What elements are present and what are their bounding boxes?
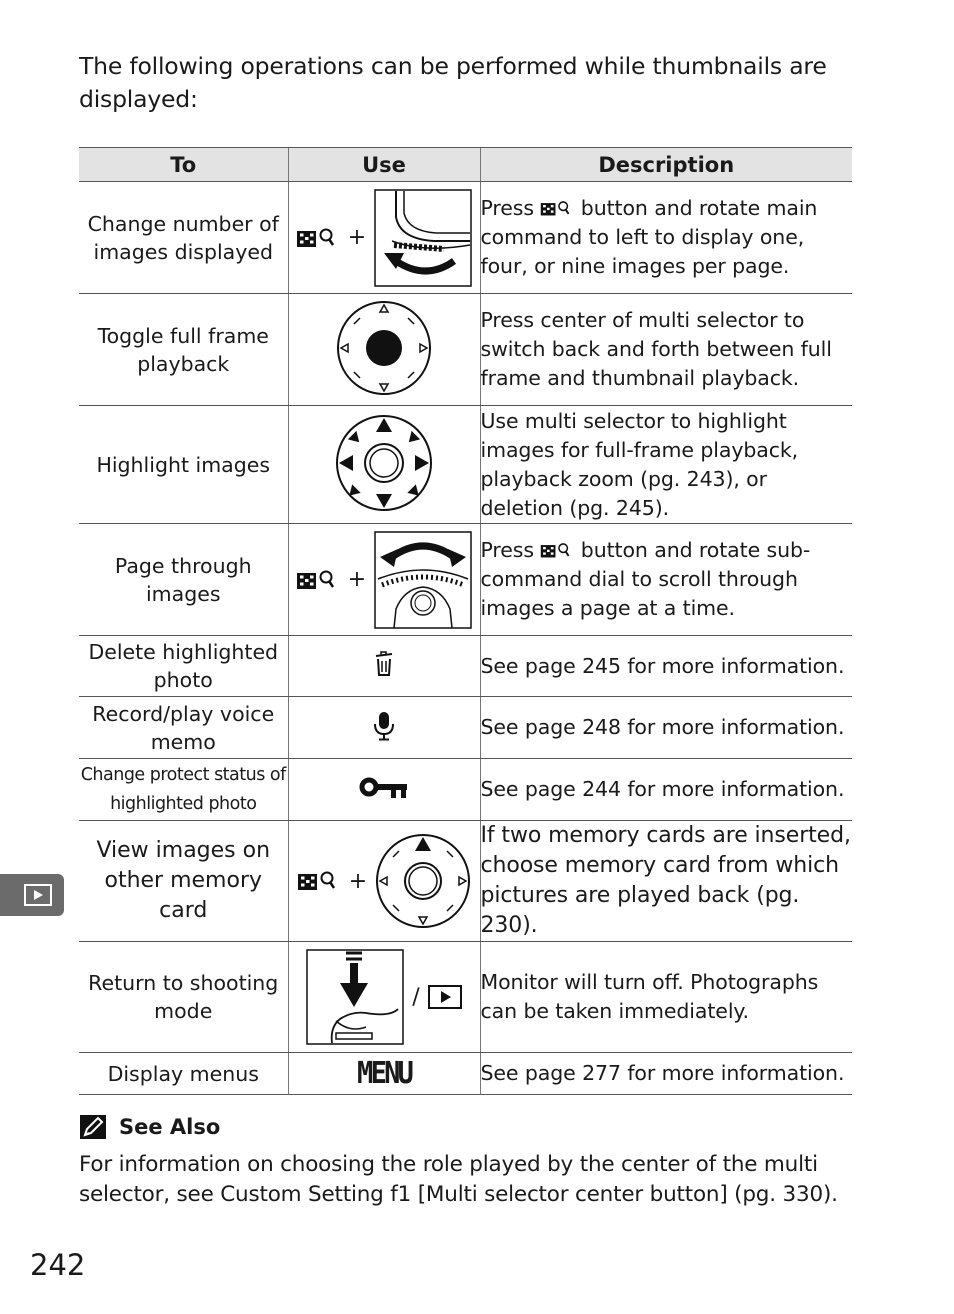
section-tab-marker: [0, 874, 64, 916]
thumbnail-zoom-out-icon: [296, 568, 340, 592]
header-use: Use: [288, 148, 480, 182]
thumbnail-zoom-out-icon: [297, 869, 341, 893]
pencil-icon: [79, 1114, 107, 1140]
row-description: See page 245 for more information.: [480, 636, 852, 697]
row-description: See page 248 for more information.: [480, 697, 852, 759]
multi-selector-icon: [375, 833, 471, 929]
intro-text: The following operations can be performed while thumbnails are displayed:: [79, 52, 827, 113]
key-icon: [359, 777, 409, 799]
thumbnail-zoom-out-icon: [296, 226, 340, 250]
thumbnail-zoom-out-icon: [540, 199, 574, 218]
table-row: [79, 636, 852, 697]
table-row: [79, 524, 852, 636]
table-row: [79, 759, 852, 821]
desc-prefix: Press: [480, 196, 534, 220]
row-use: [288, 524, 480, 636]
row-use: [288, 182, 480, 294]
row-to: Change protect status of highlighted photo: [79, 759, 288, 821]
sub-command-dial-icon: [374, 531, 472, 629]
row-description: See page 244 for more information.: [480, 759, 852, 821]
plus-sign: +: [347, 225, 367, 250]
thumbnail-zoom-out-icon: [540, 541, 574, 560]
desc-suffix: button and rotate sub-command dial to scroll through images a page at a time.: [480, 538, 811, 620]
row-use: [288, 1053, 480, 1095]
row-use: [288, 697, 480, 759]
row-to: Toggle full frame playback: [79, 294, 288, 406]
row-to: Change number of images displayed: [79, 182, 288, 294]
page-number: 242: [30, 1248, 86, 1282]
row-to: Return to shooting mode: [79, 942, 288, 1053]
row-use: [288, 636, 480, 697]
row-description: [480, 524, 852, 636]
table-row: [79, 406, 852, 524]
row-description: Press center of multi selector to switch back and forth between full frame and thumbnail playback.: [480, 294, 852, 406]
playback-icon: [24, 884, 52, 906]
see-also-body: For information on choosing the role played by the center of the multi selector, see Custom Setting f1 [Multi selector center button] (pg. 330).: [79, 1152, 838, 1207]
row-to: Record/play voice memo: [79, 697, 288, 759]
row-to: Delete highlighted photo: [79, 636, 288, 697]
table-row: [79, 821, 852, 942]
plus-sign: +: [347, 567, 367, 592]
row-use: [288, 759, 480, 821]
header-to: To: [79, 148, 288, 182]
row-use: [288, 942, 480, 1053]
row-description: [480, 182, 852, 294]
table-row: [79, 697, 852, 759]
row-description: If two memory cards are inserted, choose memory card from which pictures are played back (pg. 230).: [480, 821, 852, 942]
slash-separator: /: [412, 984, 420, 1010]
microphone-icon: [373, 711, 395, 741]
row-to: Display menus: [79, 1053, 288, 1095]
table-row: [79, 182, 852, 294]
row-description: Use multi selector to highlight images for full-frame playback, playback zoom (pg. 243), or deletion (pg. 245).: [480, 406, 852, 524]
row-description: Monitor will turn off. Photographs can be taken immediately.: [480, 942, 852, 1053]
playback-icon: [428, 985, 462, 1009]
menu-button-label: MENU: [356, 1056, 412, 1091]
row-use: [288, 294, 480, 406]
desc-prefix: Press: [480, 538, 534, 562]
table-row: [79, 294, 852, 406]
row-to: Page through images: [79, 524, 288, 636]
plus-sign: +: [348, 868, 368, 894]
see-also-heading: [79, 1114, 220, 1140]
row-description: See page 277 for more information.: [480, 1053, 852, 1095]
main-command-dial-icon: [374, 189, 472, 287]
desc-suffix: button and rotate main command to left to display one, four, or nine images per page.: [480, 196, 818, 278]
multi-selector-icon: [336, 300, 432, 396]
table-row: [79, 942, 852, 1053]
shutter-release-icon: [306, 949, 404, 1045]
table-header-row: [79, 148, 852, 182]
row-to: View images on other memory card: [79, 821, 288, 942]
see-also-title: See Also: [119, 1115, 221, 1139]
row-to: Highlight images: [79, 406, 288, 524]
multi-selector-icon: [335, 414, 433, 512]
operations-table: [79, 147, 852, 1095]
row-use: [288, 821, 480, 942]
table-row: [79, 1053, 852, 1095]
row-use: [288, 406, 480, 524]
header-description: Description: [480, 148, 852, 182]
trash-icon: [373, 651, 395, 677]
